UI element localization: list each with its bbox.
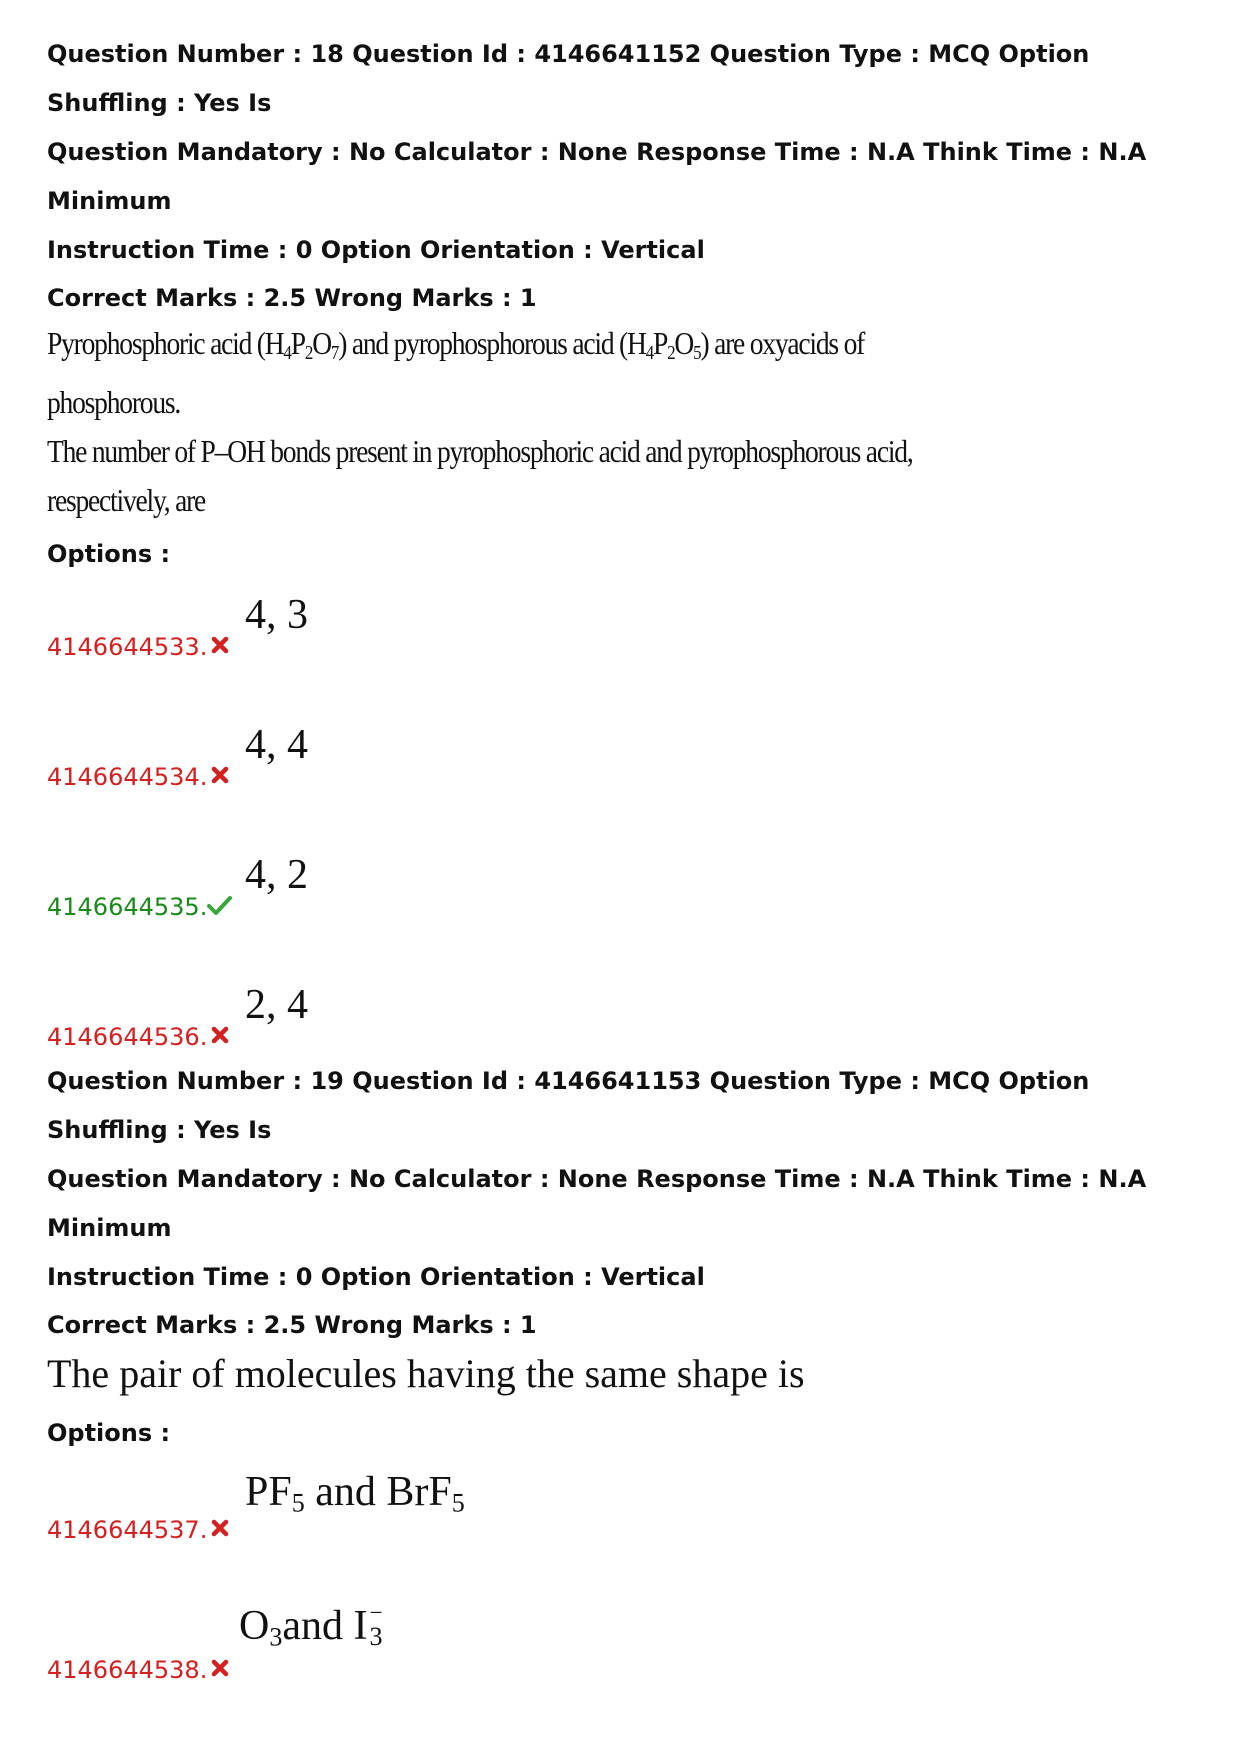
option-value: 4, 3: [245, 591, 308, 638]
question-text: [47, 319, 993, 525]
option-item: [47, 585, 1207, 715]
question-meta-line-2: Question Mandatory : No Calculator : None Response Time : N.A Think Time : N.A Minimum: [47, 138, 1147, 215]
option-value: $O_3and$ I − 3: [239, 1598, 383, 1652]
options-label: Options :: [47, 539, 171, 568]
question-text: The pair of molecules having the same shape is: [47, 1351, 805, 1396]
option-value: 4, 2: [245, 851, 308, 898]
check-icon: [203, 889, 233, 919]
question-marks: Correct Marks : 2.5 Wrong Marks : 1: [47, 1311, 537, 1339]
option-value: 4, 4: [245, 721, 308, 768]
question-19: [47, 1057, 1207, 1738]
cross-icon: [207, 629, 233, 659]
cross-icon: [207, 1019, 233, 1049]
option-id: 4146644537.: [47, 1516, 208, 1544]
option-item: [47, 845, 1207, 975]
cross-icon: [207, 1512, 233, 1542]
question-meta-line-2: Question Mandatory : No Calculator : None Response Time : N.A Think Time : N.A Minimum: [47, 1165, 1147, 1242]
question-meta-line-1: Question Number : 18 Question Id : 4146641152 Question Type : MCQ Option Shuffling : Yes Is: [47, 40, 1090, 117]
question-meta-line-3: Instruction Time : 0 Option Orientation : Vertical: [47, 1263, 705, 1291]
option-value: $PF_5$ and BrF$_5$: [245, 1469, 465, 1518]
option-item: [47, 1598, 1207, 1738]
question-meta-line-3: Instruction Time : 0 Option Orientation : Vertical: [47, 236, 705, 264]
option-id: 4146644535.: [47, 892, 208, 921]
question-text-line-2: The number of P–OH bonds present in pyrophosphoric acid and pyrophosphorous acid,: [47, 432, 913, 469]
options-label: Options :: [47, 1419, 171, 1447]
option-id: 4146644538.: [47, 1656, 208, 1684]
question-18: [47, 30, 1207, 1105]
question-marks: Correct Marks : 2.5 Wrong Marks : 1: [47, 284, 537, 312]
option-id: 4146644534.: [47, 762, 208, 791]
option-id: 4146644533.: [47, 632, 208, 661]
option-item: [47, 715, 1207, 845]
cross-icon: [207, 1652, 233, 1682]
question-meta-line-1: Question Number : 19 Question Id : 4146641153 Question Type : MCQ Option Shuffling : Yes Is: [47, 1067, 1090, 1144]
option-item: [47, 1468, 1207, 1608]
option-id: 4146644536.: [47, 1022, 208, 1051]
cross-icon: [207, 759, 233, 789]
option-value: 2, 4: [245, 981, 308, 1028]
question-text-line-1: Pyrophosphoric acid $(H_4P_2O_7)$ and pyrophosphorous acid $(H_4P_2O_5)$ are oxyacids of phosphorous.: [47, 325, 865, 420]
question-text-line-3: respectively, are: [47, 481, 206, 518]
